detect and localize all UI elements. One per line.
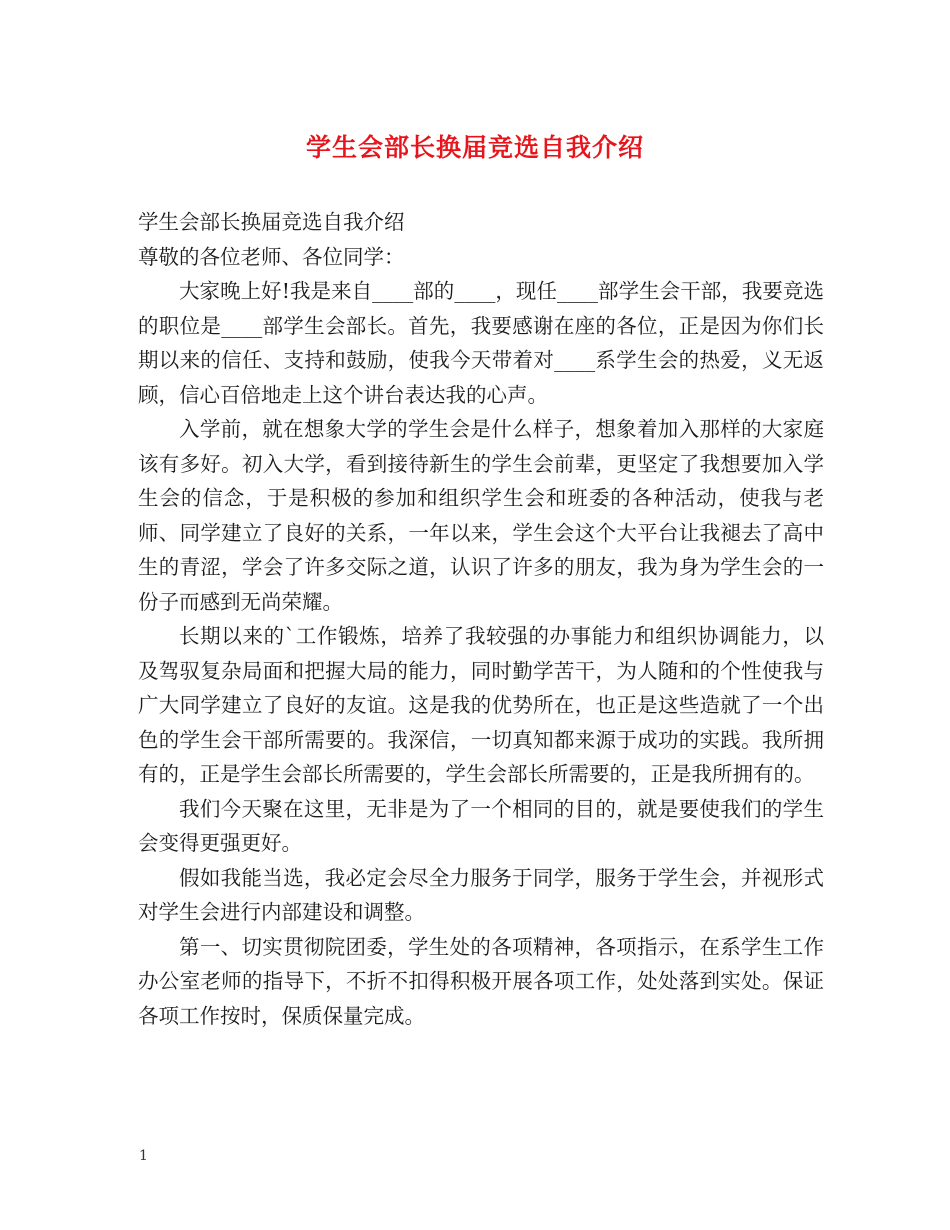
document-body: [138, 205, 824, 1033]
paragraph: 假如我能当选，我必定会尽全力服务于同学，服务于学生会，并视形式对学生会进行内部建设和调整。: [138, 865, 824, 924]
greeting-line: 尊敬的各位老师、各位同学：: [138, 244, 405, 269]
paragraph: 第一、切实贯彻院团委，学生处的各项精神，各项指示，在系学生工作办公室老师的指导下，不折不扣得积极开展各项工作，处处落到实处。保证各项工作按时，保质保量完成。: [138, 934, 824, 1028]
paragraph: 入学前，就在想象大学的学生会是什么样子，想象着加入那样的大家庭该有多好。初入大学，看到接待新生的学生会前辈，更坚定了我想要加入学生会的信念，于是积极的参加和组织学生会和班委的各种活动，使我与老师、同学建立了良好的关系，一年以来，学生会这个大平台让我褪去了高中生的青涩，学会了许多交际之道，认识了许多的朋友，我为身为学生会的一份子而感到无尚荣耀。: [138, 417, 824, 614]
page-number: 1: [139, 1148, 148, 1164]
paragraph: 我们今天聚在这里，无非是为了一个相同的目的，就是要使我们的学生会变得更强更好。: [138, 796, 824, 855]
paragraph: 大家晚上好!我是来自____部的____，现任____部学生会干部，我要竞选的职位是____部学生会部长。首先，我要感谢在座的各位，正是因为你们长期以来的信任、支持和鼓励，使我今天带着对____系学生会的热爱，义无返顾，信心百倍地走上这个讲台表达我的心声。: [138, 279, 824, 407]
document-title: 学生会部长换届竞选自我介绍: [305, 133, 644, 162]
paragraph: 长期以来的`工作锻炼，培养了我较强的办事能力和组织协调能力，以及驾驭复杂局面和把握大局的能力，同时勤学苦干，为人随和的个性使我与广大同学建立了良好的友谊。这是我的优势所在，也正是这些造就了一个出色的学生会干部所需要的。我深信，一切真知都来源于成功的实践。我所拥有的，正是学生会部长所需要的，学生会部长所需要的，正是我所拥有的。: [138, 624, 824, 786]
heading-line: 学生会部长换届竞选自我介绍: [138, 210, 405, 234]
